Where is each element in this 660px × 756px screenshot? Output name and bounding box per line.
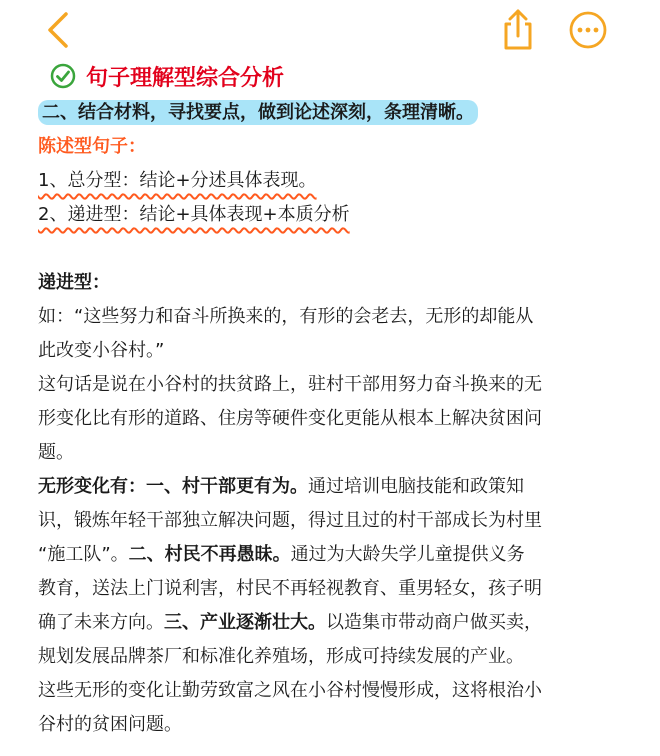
check-circle-icon <box>50 63 76 89</box>
analysis-paragraph <box>38 606 638 640</box>
analysis-text: 规划发展品牌茶厂和标准化养殖场，形成可持续发展的产业。 <box>38 646 524 667</box>
conclusion-text: 这些无形的变化让勤劳致富之风在小谷村慢慢形成，这将根治小 <box>38 680 542 701</box>
note-title-row <box>50 58 284 94</box>
analysis-text: 教育，送法上门说利害，村民不再轻视教育、重男轻女，孩子明 <box>38 578 542 599</box>
analysis-point-2: 二、村民不再愚昧。 <box>128 544 291 565</box>
toolbar <box>0 0 660 58</box>
analysis-text: 以造集市带动商户做买卖， <box>326 612 542 633</box>
example-text: 如：“这些努力和奋斗所换来的，有形的会老去，无形的却能从 <box>38 306 534 327</box>
section-heading: 二、结合材料，寻找要点，做到论述深刻，条理清晰。 <box>38 100 478 125</box>
note-body[interactable] <box>38 96 638 742</box>
explanation-text: 这句话是说在小谷村的扶贫路上，驻村干部用努力奋斗换来的无 <box>38 374 542 395</box>
example-text: 此改变小谷村。” <box>38 340 165 361</box>
analysis-paragraph <box>38 470 638 504</box>
analysis-text: “施工队”。 <box>38 544 129 565</box>
type-item-1: 1、总分型：结论+分述具体表现。 <box>38 170 317 191</box>
type-item-2: 2、递进型：结论+具体表现+本质分析 <box>38 204 350 225</box>
note-title: 句子理解型综合分析 <box>86 65 285 91</box>
explanation-text: 题。 <box>38 442 74 463</box>
explanation-text: 形变化比有形的道路、住房等硬件变化更能从根本上解决贫困问 <box>38 408 542 429</box>
conclusion-text: 谷村的贫困问题。 <box>38 714 182 735</box>
analysis-text: 识，锻炼年轻干部独立解决问题，得过且过的村干部成长为村里 <box>38 510 542 531</box>
blank-line <box>38 232 638 266</box>
analysis-text: 通过为大龄失学儿童提供义务 <box>290 544 525 565</box>
subheading: 陈述型句子： <box>38 136 146 157</box>
analysis-text: 通过培训电脑技能和政策知 <box>308 476 524 497</box>
analysis-point-3: 三、产业逐渐壮大。 <box>164 612 326 633</box>
section-label: 递进型： <box>38 272 110 293</box>
chevron-left-icon[interactable] <box>40 10 76 50</box>
analysis-text: 确了未来方向。 <box>38 612 164 633</box>
analysis-lead: 无形变化有：一、村干部更有为。 <box>38 476 308 497</box>
analysis-paragraph <box>38 538 638 572</box>
share-icon[interactable] <box>498 8 538 50</box>
ellipsis-circle-icon[interactable] <box>568 10 608 50</box>
